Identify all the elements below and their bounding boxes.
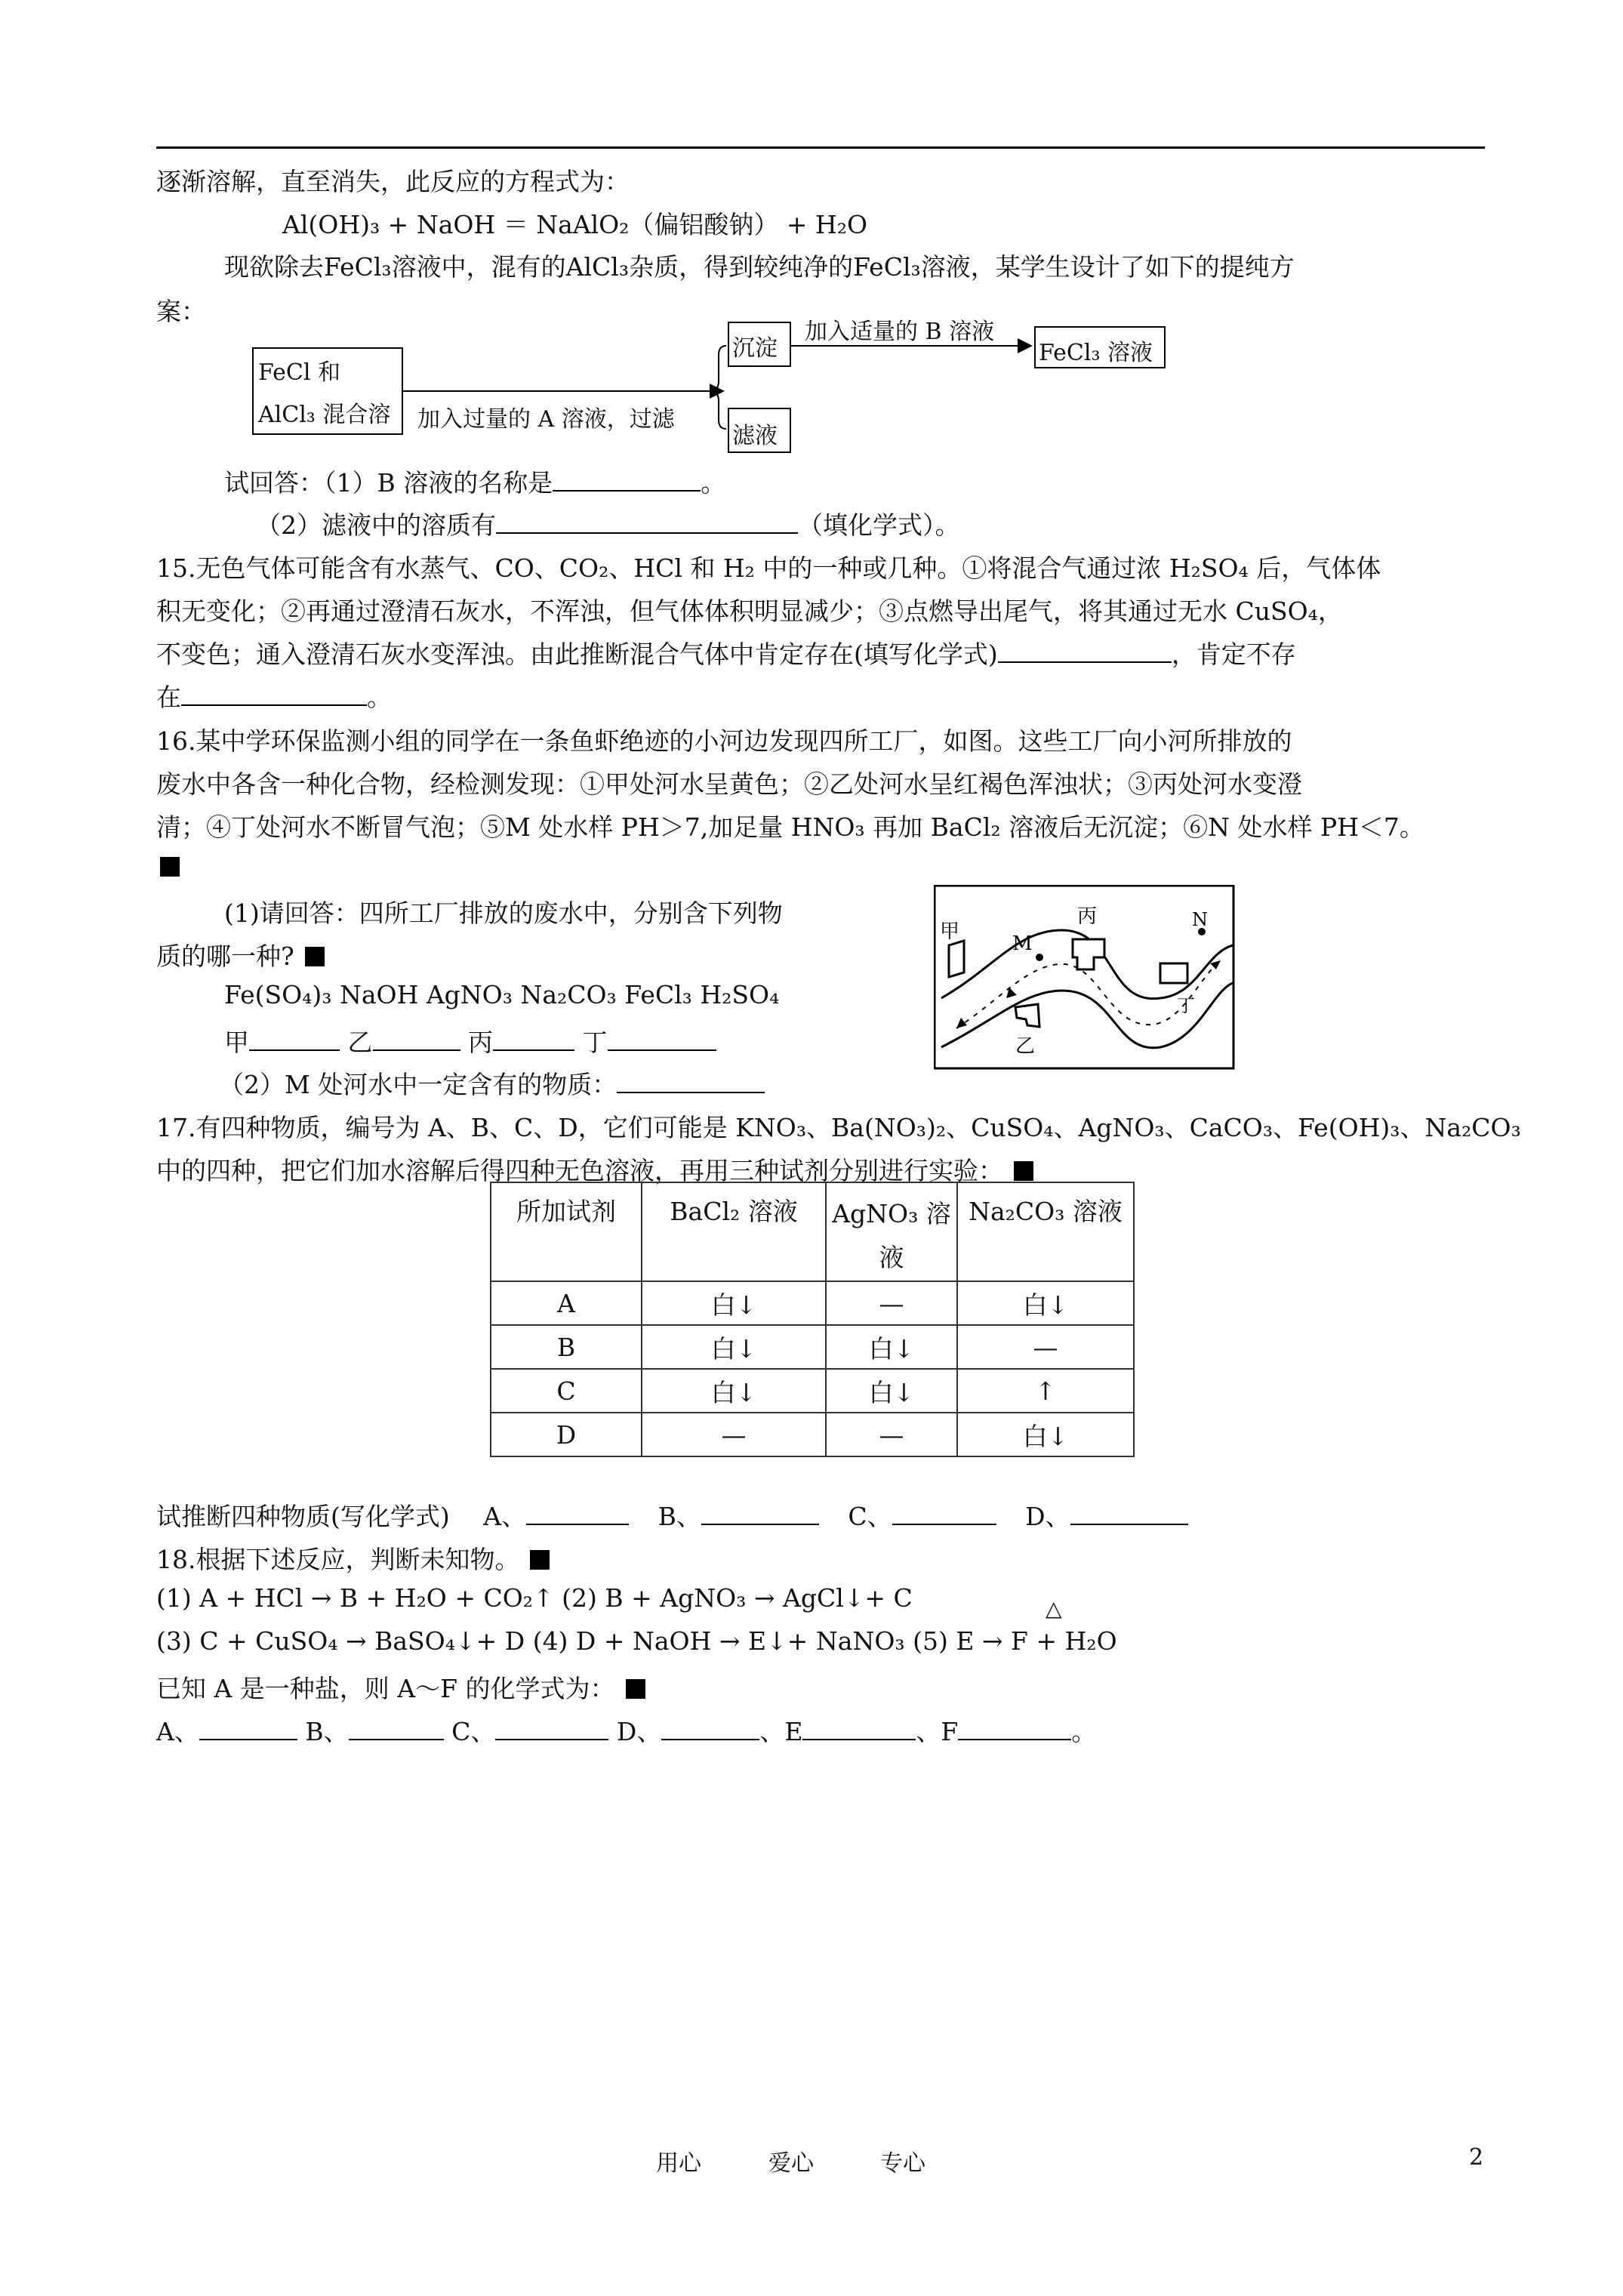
q15-line2: 积无变化；②再通过澄清石灰水，不浑浊，但气体体积明显减少；③点燃导出尾气，将其通过无水 CuSO₄， — [156, 596, 1343, 626]
q18-blank-e[interactable] — [802, 1716, 916, 1740]
purify-text-line1: 现欲除去FeCl₃溶液中，混有的AlCl₃杂质，得到较纯净的FeCl₃溶液，某学生设计了如下的提纯方 — [224, 252, 1295, 282]
table-cell: B — [491, 1325, 642, 1369]
q16-compounds: Fe(SO₄)₃ NaOH AgNO₃ Na₂CO₃ FeCl₃ H₂SO₄ — [224, 980, 780, 1009]
table-row — [491, 1369, 1134, 1413]
table-cell: C — [491, 1369, 642, 1413]
map-label-m: M — [1012, 932, 1033, 955]
table-cell: 白↓ — [826, 1369, 957, 1413]
delta-symbol: △ — [1046, 1596, 1062, 1621]
flow-arrows — [0, 0, 1623, 529]
q16-marker-square — [160, 852, 180, 881]
q14-part2: （2）滤液中的溶质有 （填化学式）。 — [256, 510, 960, 540]
table-cell: ↑ — [957, 1369, 1134, 1413]
table-header: 所加试剂 — [491, 1182, 642, 1281]
q16-blank-m[interactable] — [617, 1069, 765, 1093]
table-cell: A — [491, 1281, 642, 1325]
q14-part1: 试回答：（1）B 溶液的名称是 。 — [224, 468, 726, 498]
equation-aloh3: Al(OH)₃ + NaOH ＝ NaAlO₂（偏铝酸钠） + H₂O — [282, 210, 868, 239]
footer-right: 专心 — [880, 2150, 925, 2177]
q18-equations-1: (1) A + HCl → B + H₂O + CO₂↑ (2) B + AgNO₃ → AgCl↓+ C — [156, 1583, 913, 1613]
table-header-row — [491, 1182, 1134, 1281]
q18-blank-a[interactable] — [199, 1716, 297, 1740]
table-row — [491, 1325, 1134, 1369]
q16-blank-jia[interactable] — [249, 1027, 340, 1051]
flow-precipitate-box — [728, 322, 791, 367]
reagent-table — [490, 1182, 1135, 1457]
q16-line1: 16.某中学环保监测小组的同学在一条鱼虾绝迹的小河边发现四所工厂，如图。这些工厂向小河所排放的 — [156, 726, 1292, 756]
marker-square — [1014, 1161, 1033, 1181]
table-cell: — — [642, 1413, 826, 1456]
footer-left: 用心 — [656, 2150, 701, 2177]
table-cell: 白↓ — [642, 1325, 826, 1369]
flow-result: FeCl₃ 溶液 — [1039, 340, 1153, 366]
flow-start-line1: FeCl 和 — [258, 359, 341, 386]
q16-blank-yi[interactable] — [373, 1027, 460, 1051]
map-label-jia: 甲 — [940, 920, 960, 943]
table-cell: — — [826, 1281, 957, 1325]
table-row — [491, 1413, 1134, 1456]
q18-known: 已知 A 是一种盐，则 A～F 的化学式为： — [156, 1669, 645, 1705]
q16-sub2: （2）M 处河水中一定含有的物质： — [219, 1065, 765, 1101]
q17-line1: 17.有四种物质，编号为 A、B、C、D，它们可能是 KNO₃、Ba(NO₃)₂、CuSO₄、AgNO₃、CaCO₃、Fe(OH)₃、Na₂CO₃ — [156, 1113, 1521, 1142]
q18-blank-f[interactable] — [958, 1716, 1071, 1740]
table-cell: 白↓ — [642, 1281, 826, 1325]
intro-text: 逐渐溶解，直至消失，此反应的方程式为： — [156, 167, 630, 196]
q15-blank2[interactable] — [181, 682, 367, 706]
footer-middle: 爱心 — [768, 2150, 814, 2177]
table-row — [491, 1281, 1134, 1325]
table-cell: 白↓ — [826, 1325, 957, 1369]
q17-blank-a[interactable] — [526, 1501, 629, 1525]
q16-sub1-line2: 质的哪一种? — [156, 937, 325, 972]
q18-blank-d[interactable] — [661, 1716, 759, 1740]
map-label-bing: 丙 — [1077, 905, 1098, 928]
q15-line4: 在 。 — [156, 683, 392, 712]
q14-blank2[interactable] — [496, 510, 798, 534]
q16-line2: 废水中各含一种化合物，经检测发现：①甲处河水呈黄色；②乙处河水呈红褐色浑浊状；③丙处河水变澄 — [156, 769, 1302, 799]
q16-line3: 清；④丁处河水不断冒气泡；⑤M 处水样 PH＞7,加足量 HNO₃ 再加 BaCl₂ 溶液后无沉淀；⑥N 处水样 PH＜7。 — [156, 812, 1424, 842]
marker-square — [626, 1679, 645, 1699]
flow-filtrate-box — [728, 408, 791, 453]
q18-line1: 18.根据下述反应，判断未知物。 — [156, 1540, 550, 1576]
q16-factory-answers: 甲 乙 丙 丁 — [224, 1023, 716, 1059]
q15-line1: 15.无色气体可能含有水蒸气、CO、CO₂、HCl 和 H₂ 中的一种或几种。①将混合气通过浓 H₂SO₄ 后，气体体 — [156, 553, 1381, 583]
map-label-n: N — [1192, 909, 1208, 930]
q16-blank-ding[interactable] — [608, 1027, 716, 1051]
flow-start-line2: AlCl₃ 混合溶 — [258, 402, 391, 428]
table-cell: 白↓ — [642, 1369, 826, 1413]
q15-line3: 不变色；通入澄清石灰水变浑浊。由此推断混合气体中肯定存在(填写化学式) ，肯定不存 — [156, 639, 1296, 669]
table-cell: 白↓ — [957, 1413, 1134, 1456]
q17-blank-d[interactable] — [1070, 1501, 1188, 1525]
table-cell: D — [491, 1413, 642, 1456]
table-header: Na₂CO₃ 溶液 — [957, 1182, 1134, 1281]
q15-blank1[interactable] — [998, 639, 1172, 663]
flow-filtrate: 滤液 — [732, 423, 778, 449]
q17-line2: 中的四种，把它们加水溶解后得四种无色溶液，再用三种试剂分别进行实验： — [156, 1151, 1033, 1187]
q18-equations-2: (3) C + CuSO₄ → BaSO₄↓+ D (4) D + NaOH → E↓+ NaNO₃ (5) E → F + H₂O — [156, 1626, 1117, 1656]
river-map — [934, 885, 1236, 1071]
table-cell: 白↓ — [957, 1281, 1134, 1325]
table-cell: — — [826, 1413, 957, 1456]
map-label-yi: 乙 — [1015, 1035, 1036, 1058]
flow-arrow1-label: 加入过量的 A 溶液，过滤 — [417, 406, 675, 433]
flow-result-box — [1034, 326, 1166, 368]
flow-precipitate: 沉淀 — [732, 335, 778, 362]
map-label-ding: 丁 — [1177, 995, 1195, 1016]
table-header: AgNO₃ 溶液 — [826, 1182, 957, 1281]
table-cell: — — [957, 1325, 1134, 1369]
q18-blank-c[interactable] — [495, 1716, 608, 1740]
q16-sub1-line1: (1)请回答：四所工厂排放的废水中，分别含下列物 — [224, 898, 783, 928]
flow-arrow2-label: 加入适量的 B 溶液 — [805, 319, 995, 345]
q17-blank-b[interactable] — [701, 1501, 819, 1525]
q17-answer-line: 试推断四种物质(写化学式) A、 B、 C、 D、 — [156, 1497, 1188, 1533]
marker-square — [305, 947, 325, 966]
q16-blank-bing[interactable] — [493, 1027, 574, 1051]
q17-blank-c[interactable] — [892, 1501, 996, 1525]
purify-text-line2: 案： — [156, 297, 206, 326]
q18-blank-b[interactable] — [349, 1716, 444, 1740]
page-number: 2 — [1469, 2144, 1484, 2171]
q14-blank1[interactable] — [553, 467, 701, 492]
table-header: BaCl₂ 溶液 — [642, 1182, 826, 1281]
marker-square — [530, 1550, 550, 1570]
q18-answer-line: A、 B、 C、 D、 、E 、F 。 — [156, 1717, 1097, 1746]
